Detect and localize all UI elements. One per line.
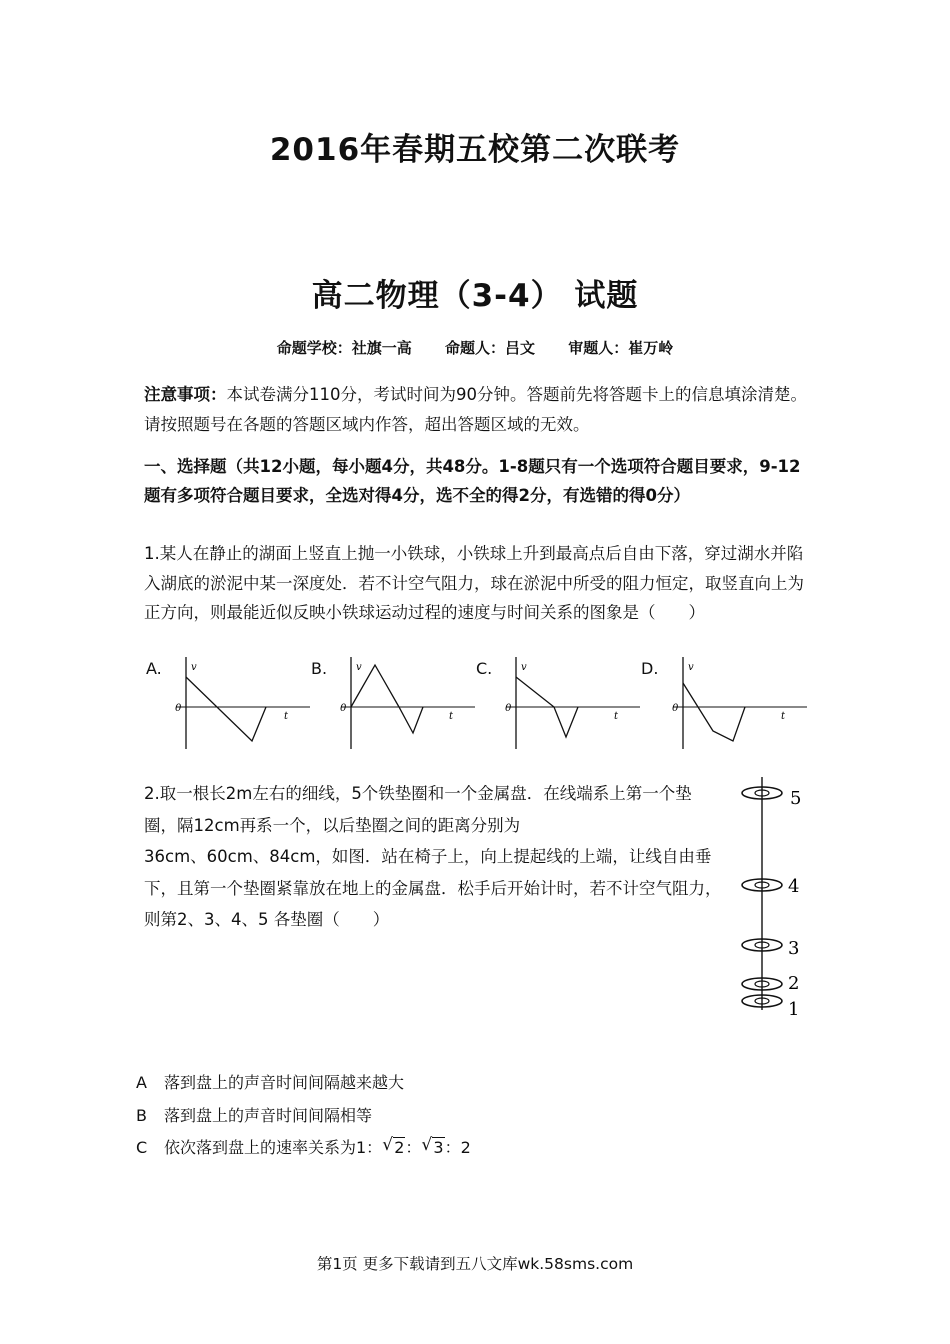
- axis-t-label: t: [449, 711, 454, 722]
- washer-figure: [732, 775, 812, 1025]
- exam-subtitle: 高二物理（3-4） 试题: [311, 278, 639, 314]
- vt-graph-d: [669, 655, 809, 751]
- q2-answer-a: [136, 1070, 404, 1093]
- byline-school: 命题学校：社旗一高: [276, 339, 412, 357]
- q2-text-2: 36cm、60cm、84cm，如图．站在椅子上，向上提起线的上端，让线自由垂下，且第一个垫圈紧靠放在地上的金属盘．松手后开始计时，若不计空气阻力，则第2、3、4、5 各垫圈（ ）: [144, 847, 722, 929]
- vt-graph-b: [337, 655, 477, 751]
- axis-t-label: t: [781, 711, 786, 722]
- answer-sep: ：: [405, 1138, 422, 1157]
- axis-v-label: v: [521, 662, 527, 673]
- origin-label: 0: [505, 703, 512, 714]
- option-label: D.: [641, 659, 659, 678]
- washer-label: 4: [788, 876, 800, 897]
- byline-reviewer: 审题人：崔万岭: [568, 339, 674, 357]
- vt-graph-c: [502, 655, 642, 751]
- notice-text: 本试卷满分110分，考试时间为90分钟。答题前先将答题卡上的信息填涂清楚。请按照题号在各题的答题区域内作答，超出答题区域的无效。: [144, 385, 807, 434]
- answer-text: 落到盘上的声音时间间隔相等: [164, 1106, 373, 1125]
- option-label: C.: [476, 659, 493, 678]
- page-footer: 第1页 更多下载请到五八文库wk.58sms.com: [316, 1255, 634, 1273]
- axis-t-label: t: [614, 711, 619, 722]
- sqrt-2: √ 2: [382, 1135, 405, 1157]
- answer-letter: C: [136, 1138, 148, 1157]
- q1-text: 1.某人在静止的湖面上竖直上抛一小铁球，小铁球上升到最高点后自由下落，穿过湖水并陷入湖底的淤泥中某一深度处．若不计空气阻力，球在淤泥中所受的阻力恒定，取竖直向上为正方向，则最能近似反映小铁球运动过程的速度与时间关系的图象是（ ）: [144, 544, 804, 622]
- washer-label: 3: [788, 938, 800, 959]
- washer-label: 5: [790, 788, 802, 809]
- answer-text: 落到盘上的声音时间间隔越来越大: [164, 1073, 405, 1092]
- exam-title: 2016年春期五校第二次联考: [269, 132, 681, 168]
- option-label: B.: [311, 659, 328, 678]
- answer-suffix: ：2: [444, 1138, 471, 1157]
- washer-label: 2: [788, 973, 800, 994]
- answer-letter: A: [136, 1073, 147, 1092]
- washer-label: 1: [788, 999, 800, 1020]
- notice: [144, 380, 809, 440]
- axis-v-label: v: [356, 662, 362, 673]
- axis-t-label: t: [284, 711, 289, 722]
- section1-heading: 一、选择题（共12小题，每小题4分，共48分。1-8题只有一个选项符合题目要求，9-12题有多项符合题目要求，全选对得4分，选不全的得2分，有选错的得0分）: [144, 457, 801, 505]
- option-label: A.: [146, 659, 162, 678]
- q2-answer-c: [136, 1135, 471, 1158]
- vt-graph-a: [172, 655, 312, 751]
- byline: [0, 337, 950, 358]
- answer-letter: B: [136, 1106, 147, 1125]
- origin-label: 0: [340, 703, 347, 714]
- axis-v-label: v: [191, 662, 197, 673]
- answer-text-prefix: 依次落到盘上的速率关系为1：: [164, 1138, 383, 1157]
- q2-answer-b: [136, 1103, 372, 1126]
- sqrt-3: √ 3: [421, 1135, 444, 1157]
- notice-label: 注意事项：: [144, 385, 227, 404]
- q2-text-1: 2.取一根长2m左右的细线，5个铁垫圈和一个金属盘．在线端系上第一个垫圈，隔12cm再系一个，以后垫圈之间的距离分别为: [144, 784, 692, 835]
- origin-label: 0: [175, 703, 182, 714]
- byline-author: 命题人：吕文: [444, 339, 535, 357]
- origin-label: 0: [672, 703, 679, 714]
- axis-v-label: v: [688, 662, 694, 673]
